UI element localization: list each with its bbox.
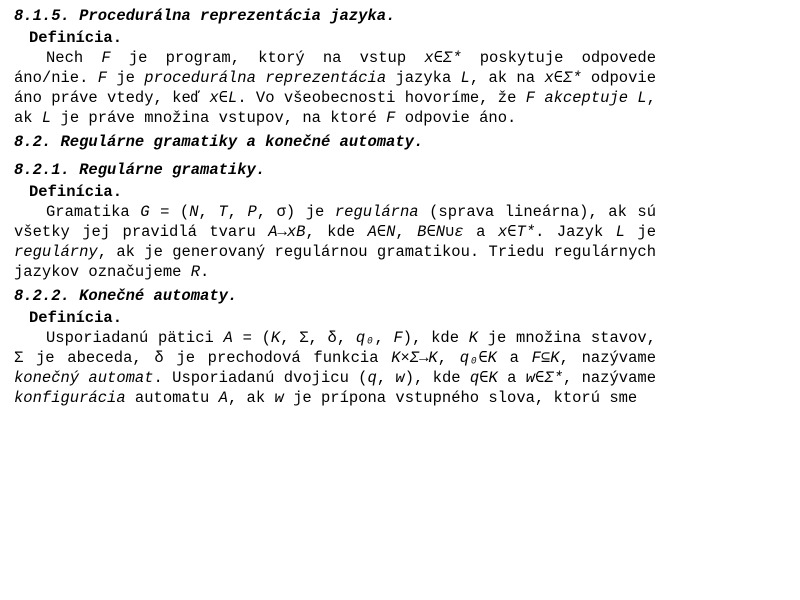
math: w∈Σ* — [525, 369, 563, 387]
text: , — [437, 349, 460, 367]
text: jazyka — [386, 69, 461, 87]
math: F — [525, 89, 536, 107]
text: , — [198, 203, 219, 221]
math: F — [101, 49, 111, 67]
text: , ak — [14, 89, 656, 127]
term: regulárna — [334, 203, 419, 221]
math: q∈K — [469, 369, 498, 387]
text: , — [395, 223, 418, 241]
text: a — [497, 369, 526, 387]
text: a — [463, 223, 498, 241]
math: G — [140, 203, 150, 221]
math: T — [218, 203, 228, 221]
text: je prípona vstupného slova, ktorú sme — [283, 389, 638, 407]
text: = ( — [149, 203, 190, 221]
heading-8-2-2: 8.2.2. Konečné automaty. — [14, 287, 238, 305]
text: (sprava lineárna), ak sú všetky jej pravidlá tvaru — [14, 203, 656, 241]
math: L — [615, 223, 626, 241]
text: je — [107, 69, 145, 87]
math: q — [367, 369, 377, 387]
heading-8-2: 8.2. Regulárne gramatiky a konečné automaty. — [14, 133, 424, 151]
text: , nazývame — [559, 349, 656, 367]
text: , Σ, δ, — [280, 329, 356, 347]
text — [628, 89, 637, 107]
definition-label: Definícia. — [29, 183, 123, 201]
text: je množina stavov, Σ je abeceda, δ je prechodová funkcia — [14, 329, 656, 367]
paragraph-procedural-representation — [14, 48, 656, 128]
math: R — [190, 263, 201, 281]
math: N — [189, 203, 199, 221]
text: , — [376, 369, 396, 387]
definition-label: Definícia. — [29, 29, 123, 47]
term: akceptuje — [544, 89, 629, 107]
text: , — [374, 329, 394, 347]
text: je program, ktorý na vstup — [110, 49, 425, 67]
text: , ak na — [469, 69, 545, 87]
term: regulárny — [14, 243, 98, 261]
math: B∈N∪ε — [417, 223, 464, 241]
math: F⊆K — [531, 349, 560, 367]
document-page — [14, 6, 656, 480]
heading-8-1-5: 8.1.5. Procedurálna reprezentácia jazyka. — [14, 7, 396, 25]
definition-label: Definícia. — [29, 309, 123, 327]
text: , kde — [305, 223, 368, 241]
math: A — [218, 389, 228, 407]
math: x∈Σ* — [544, 69, 582, 87]
paragraph-regular-grammar — [14, 202, 656, 282]
math: F — [393, 329, 403, 347]
text: je práve množina vstupov, na ktoré — [51, 109, 387, 127]
text: , σ) je — [256, 203, 335, 221]
math: q₀ — [355, 329, 375, 347]
text: , — [227, 203, 248, 221]
math: K — [270, 329, 281, 347]
math: x∈L — [209, 89, 238, 107]
math: A — [223, 329, 233, 347]
term: procedurálna reprezentácia — [144, 69, 387, 87]
math: K — [468, 329, 479, 347]
text: poskytuje odpovede áno/nie. — [14, 49, 656, 87]
text: . Jazyk — [535, 223, 616, 241]
text: . Vo všeobecnosti hovoríme, že — [237, 89, 526, 107]
text: , nazývame — [562, 369, 656, 387]
math: q₀∈K — [459, 349, 497, 367]
math: F — [97, 69, 108, 87]
text: = ( — [232, 329, 271, 347]
text: a — [496, 349, 532, 367]
math: w — [274, 389, 284, 407]
text: . Usporiadanú dvojicu ( — [153, 369, 368, 387]
math: A∈N — [367, 223, 396, 241]
text: je — [625, 223, 656, 241]
text: , ak je generovaný regulárnou gramatikou. Triedu regulárnych jazykov označujeme — [14, 243, 656, 281]
term: konečný automat — [14, 369, 154, 387]
text: automatu — [125, 389, 219, 407]
text: ), kde — [404, 369, 470, 387]
text: Usporiadanú pätici — [46, 329, 224, 347]
math: F — [386, 109, 396, 127]
math: K×Σ→K — [391, 349, 438, 367]
heading-8-2-1: 8.2.1. Regulárne gramatiky. — [14, 161, 266, 179]
math: x∈Σ* — [424, 49, 462, 67]
math: L — [460, 69, 470, 87]
text: . — [200, 263, 210, 281]
math: L — [41, 109, 52, 127]
text: Nech — [46, 49, 102, 67]
paragraph-finite-automaton — [14, 328, 656, 408]
math: P — [247, 203, 257, 221]
text — [535, 89, 544, 107]
math: x∈T* — [497, 223, 536, 241]
text: Gramatika — [46, 203, 141, 221]
math: A→xB — [268, 223, 306, 241]
text: odpovie áno práve vtedy, keď — [14, 69, 656, 107]
math: w — [395, 369, 405, 387]
math: L — [637, 89, 647, 107]
text: ), kde — [402, 329, 469, 347]
text: , ak — [227, 389, 275, 407]
text: odpovie áno. — [395, 109, 517, 127]
term: konfigurácia — [14, 389, 126, 407]
